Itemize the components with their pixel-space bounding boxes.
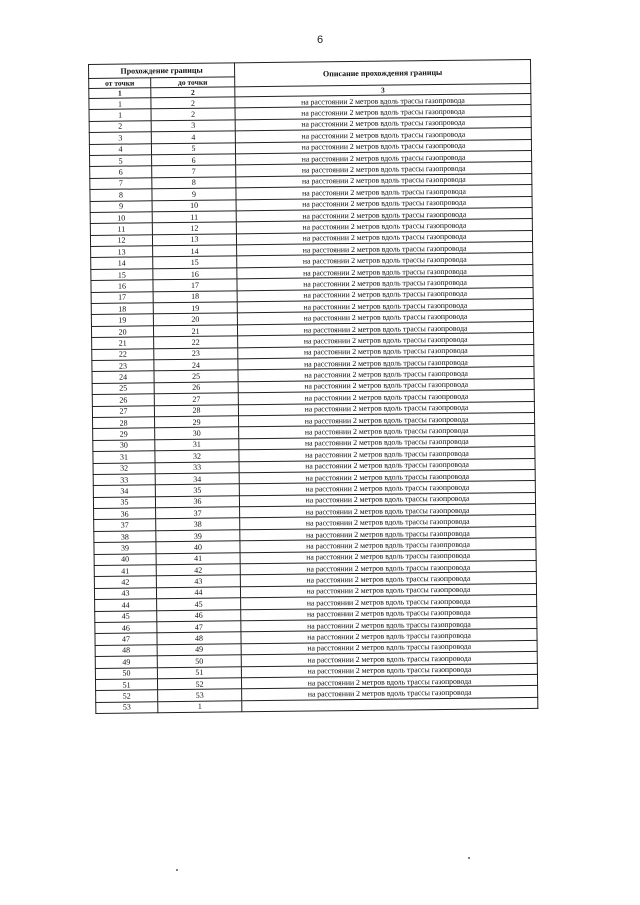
to-point-cell: 44 [156, 587, 240, 599]
to-point-cell: 47 [157, 621, 241, 633]
to-point-cell: 35 [155, 484, 239, 496]
description-cell: на расстоянии 2 метров вдоль трассы газопровода [235, 105, 531, 120]
description-cell: на расстоянии 2 метров вдоль трассы газопровода [236, 185, 532, 200]
description-cell: на расстоянии 2 метров вдоль трассы газопровода [238, 378, 534, 393]
to-point-cell: 39 [156, 530, 240, 542]
to-point-cell: 34 [155, 473, 239, 485]
description-cell: на расстоянии 2 метров вдоль трассы газопровода [236, 207, 532, 222]
to-point-cell: 2 [151, 108, 235, 120]
description-cell: на расстоянии 2 метров вдоль трассы газопровода [236, 150, 532, 165]
description-cell: на расстоянии 2 метров вдоль трассы газопровода [235, 116, 531, 131]
to-point-cell: 32 [155, 450, 239, 462]
from-point-cell: 9 [90, 200, 152, 212]
to-point-cell: 2 [151, 97, 235, 109]
description-cell: на расстоянии 2 метров вдоль трассы газопровода [239, 469, 535, 484]
from-point-cell: 36 [94, 508, 156, 520]
description-cell: на расстоянии 2 метров вдоль трассы газопровода [237, 310, 533, 325]
to-point-cell: 19 [153, 302, 237, 314]
description-cell: на расстоянии 2 метров вдоль трассы газопровода [237, 298, 533, 313]
description-cell: на расстоянии 2 метров вдоль трассы газопровода [240, 583, 536, 598]
from-point-cell: 13 [91, 246, 153, 258]
to-point-cell: 29 [155, 416, 239, 428]
to-point-cell: 27 [154, 393, 238, 405]
description-cell: на расстоянии 2 метров вдоль трассы газопровода [237, 287, 533, 302]
description-cell: на расстоянии 2 метров вдоль трассы газопровода [240, 504, 536, 519]
description-cell: на расстоянии 2 метров вдоль трассы газопровода [236, 230, 532, 245]
to-point-cell: 9 [152, 188, 236, 200]
description-cell: на расстоянии 2 метров вдоль трассы газопровода [238, 355, 534, 370]
page-number: 6 [316, 34, 324, 46]
description-cell: на расстоянии 2 метров вдоль трассы газопровода [241, 674, 537, 689]
from-point-cell: 34 [93, 485, 155, 497]
to-point-cell: 50 [157, 655, 241, 667]
to-point-cell: 18 [153, 290, 237, 302]
description-cell: на расстоянии 2 метров вдоль трассы газопровода [240, 572, 536, 587]
from-point-cell: 12 [90, 234, 152, 246]
description-cell: на расстоянии 2 метров вдоль трассы газопровода [239, 435, 535, 450]
boundary-table [88, 59, 538, 714]
from-point-cell: 28 [93, 417, 155, 429]
header-to-point: до точки [151, 77, 235, 88]
to-point-cell: 40 [156, 541, 240, 553]
to-point-cell: 8 [152, 177, 236, 189]
description-cell: на расстоянии 2 метров вдоль трассы газопровода [239, 412, 535, 427]
description-cell: на расстоянии 2 метров вдоль трассы газопровода [237, 242, 533, 257]
from-point-cell: 24 [92, 371, 154, 383]
to-point-cell: 16 [153, 268, 237, 280]
from-point-cell: 43 [94, 588, 156, 600]
description-cell: на расстоянии 2 метров вдоль трассы газопровода [237, 276, 533, 291]
to-point-cell: 48 [157, 632, 241, 644]
to-point-cell: 1 [158, 700, 242, 712]
from-point-cell: 4 [89, 143, 151, 155]
description-cell: на расстоянии 2 метров вдоль трассы газопровода [239, 447, 535, 462]
scan-speck [176, 869, 178, 871]
to-point-cell: 3 [151, 120, 235, 132]
from-point-cell: 47 [95, 633, 157, 645]
from-point-cell: 49 [95, 656, 157, 668]
description-cell: на расстоянии 2 метров вдоль трассы газопровода [239, 458, 535, 473]
from-point-cell: 14 [91, 257, 153, 269]
to-point-cell: 17 [153, 279, 237, 291]
description-cell: на расстоянии 2 метров вдоль трассы газопровода [240, 526, 536, 541]
description-cell: на расстоянии 2 метров вдоль трассы газопровода [235, 139, 531, 154]
to-point-cell: 11 [152, 211, 236, 223]
description-cell: на расстоянии 2 метров вдоль трассы газопровода [241, 606, 537, 621]
to-point-cell: 12 [152, 222, 236, 234]
description-cell: на расстоянии 2 метров вдоль трассы газопровода [237, 321, 533, 336]
description-cell: на расстоянии 2 метров вдоль трассы газопровода [240, 549, 536, 564]
header-index-3: 3 [235, 83, 531, 96]
description-cell: на расстоянии 2 метров вдоль трассы газопровода [239, 492, 535, 507]
to-point-cell: 45 [157, 598, 241, 610]
from-point-cell: 11 [90, 223, 152, 235]
from-point-cell: 17 [91, 291, 153, 303]
description-cell: на расстоянии 2 метров вдоль трассы газопровода [238, 333, 534, 348]
header-index-2: 2 [151, 87, 235, 98]
from-point-cell: 38 [94, 531, 156, 543]
to-point-cell: 31 [155, 439, 239, 451]
header-description-cell: Описание прохождения границы [235, 59, 531, 86]
from-point-cell: 31 [93, 451, 155, 463]
from-point-cell: 7 [90, 178, 152, 190]
from-point-cell: 40 [94, 553, 156, 565]
from-point-cell: 26 [92, 394, 154, 406]
table-body [89, 93, 538, 713]
to-point-cell: 24 [154, 359, 238, 371]
to-point-cell: 51 [157, 666, 241, 678]
from-point-cell: 1 [89, 98, 151, 110]
from-point-cell: 53 [96, 701, 158, 713]
description-cell: на расстоянии 2 метров вдоль трассы газопровода [240, 538, 536, 553]
to-point-cell: 22 [154, 336, 238, 348]
description-cell: на расстоянии 2 метров вдоль трассы газопровода [241, 652, 537, 667]
from-point-cell: 21 [92, 337, 154, 349]
to-point-cell: 25 [154, 370, 238, 382]
description-cell: на расстоянии 2 метров вдоль трассы газопровода [235, 128, 531, 143]
header-group-cell: Прохождение границы [89, 63, 235, 79]
to-point-cell: 37 [156, 507, 240, 519]
to-point-cell: 20 [153, 313, 237, 325]
to-point-cell: 52 [157, 678, 241, 690]
to-point-cell: 42 [156, 564, 240, 576]
to-point-cell: 15 [153, 256, 237, 268]
to-point-cell: 14 [153, 245, 237, 257]
from-point-cell: 8 [90, 189, 152, 201]
from-point-cell: 25 [92, 383, 154, 395]
from-point-cell: 41 [94, 565, 156, 577]
description-cell: на расстоянии 2 метров вдоль трассы газопровода [241, 617, 537, 632]
to-point-cell: 30 [155, 427, 239, 439]
from-point-cell: 48 [95, 645, 157, 657]
from-point-cell: 27 [92, 405, 154, 417]
from-point-cell: 32 [93, 462, 155, 474]
from-point-cell: 2 [89, 121, 151, 133]
from-point-cell: 50 [95, 667, 157, 679]
from-point-cell: 51 [95, 679, 157, 691]
description-cell: на расстоянии 2 метров вдоль трассы газопровода [236, 173, 532, 188]
to-point-cell: 10 [152, 199, 236, 211]
from-point-cell: 1 [89, 109, 151, 121]
to-point-cell: 6 [152, 154, 236, 166]
to-point-cell: 38 [156, 518, 240, 530]
description-cell: на расстоянии 2 метров вдоль трассы газопровода [241, 663, 537, 678]
header-index-1: 1 [89, 88, 151, 99]
from-point-cell: 39 [94, 542, 156, 554]
from-point-cell: 29 [93, 428, 155, 440]
from-point-cell: 52 [96, 690, 158, 702]
to-point-cell: 4 [151, 131, 235, 143]
from-point-cell: 22 [92, 348, 154, 360]
description-cell: на расстоянии 2 метров вдоль трассы газопровода [236, 219, 532, 234]
description-cell: на расстоянии 2 метров вдоль трассы газопровода [238, 390, 534, 405]
description-cell: на расстоянии 2 метров вдоль трассы газопровода [239, 481, 535, 496]
description-cell: на расстоянии 2 метров вдоль трассы газопровода [241, 640, 537, 655]
to-point-cell: 41 [156, 552, 240, 564]
description-cell: на расстоянии 2 метров вдоль трассы газопровода [241, 629, 537, 644]
from-point-cell: 30 [93, 439, 155, 451]
from-point-cell: 20 [91, 326, 153, 338]
from-point-cell: 6 [90, 166, 152, 178]
description-cell: на расстоянии 2 метров вдоль трассы газопровода [236, 162, 532, 177]
to-point-cell: 28 [154, 404, 238, 416]
to-point-cell: 7 [152, 165, 236, 177]
description-cell: на расстоянии 2 метров вдоль трассы газопровода [238, 367, 534, 382]
to-point-cell: 46 [157, 609, 241, 621]
from-point-cell: 23 [92, 360, 154, 372]
from-point-cell: 15 [91, 269, 153, 281]
to-point-cell: 21 [153, 325, 237, 337]
description-cell: на расстоянии 2 метров вдоль трассы газопровода [238, 401, 534, 416]
from-point-cell: 5 [90, 155, 152, 167]
from-point-cell: 35 [93, 496, 155, 508]
scan-speck [468, 857, 470, 859]
to-point-cell: 36 [155, 495, 239, 507]
to-point-cell: 23 [154, 347, 238, 359]
from-point-cell: 10 [90, 212, 152, 224]
to-point-cell: 43 [156, 575, 240, 587]
from-point-cell: 44 [95, 599, 157, 611]
description-cell: на расстоянии 2 метров вдоль трассы газопровода [239, 424, 535, 439]
description-cell: на расстоянии 2 метров вдоль трассы газопровода [237, 264, 533, 279]
description-cell [242, 697, 538, 712]
description-cell: на расстоянии 2 метров вдоль трассы газопровода [241, 595, 537, 610]
description-cell: на расстоянии 2 метров вдоль трассы газопровода [240, 515, 536, 530]
to-point-cell: 53 [158, 689, 242, 701]
description-cell: на расстоянии 2 метров вдоль трассы газопровода [235, 93, 531, 108]
header-from-point: от точки [89, 78, 151, 89]
description-cell: на расстоянии 2 метров вдоль трассы газопровода [238, 344, 534, 359]
to-point-cell: 13 [152, 234, 236, 246]
from-point-cell: 18 [91, 303, 153, 315]
description-cell: на расстоянии 2 метров вдоль трассы газопровода [242, 686, 538, 701]
from-point-cell: 37 [94, 519, 156, 531]
from-point-cell: 16 [91, 280, 153, 292]
from-point-cell: 33 [93, 474, 155, 486]
to-point-cell: 33 [155, 461, 239, 473]
description-cell: на расстоянии 2 метров вдоль трассы газопровода [240, 560, 536, 575]
from-point-cell: 3 [89, 132, 151, 144]
from-point-cell: 45 [95, 610, 157, 622]
description-cell: на расстоянии 2 метров вдоль трассы газопровода [237, 253, 533, 268]
from-point-cell: 42 [94, 576, 156, 588]
from-point-cell: 46 [95, 622, 157, 634]
to-point-cell: 5 [151, 142, 235, 154]
description-cell: на расстоянии 2 метров вдоль трассы газопровода [236, 196, 532, 211]
to-point-cell: 49 [157, 644, 241, 656]
from-point-cell: 19 [91, 314, 153, 326]
to-point-cell: 26 [154, 382, 238, 394]
